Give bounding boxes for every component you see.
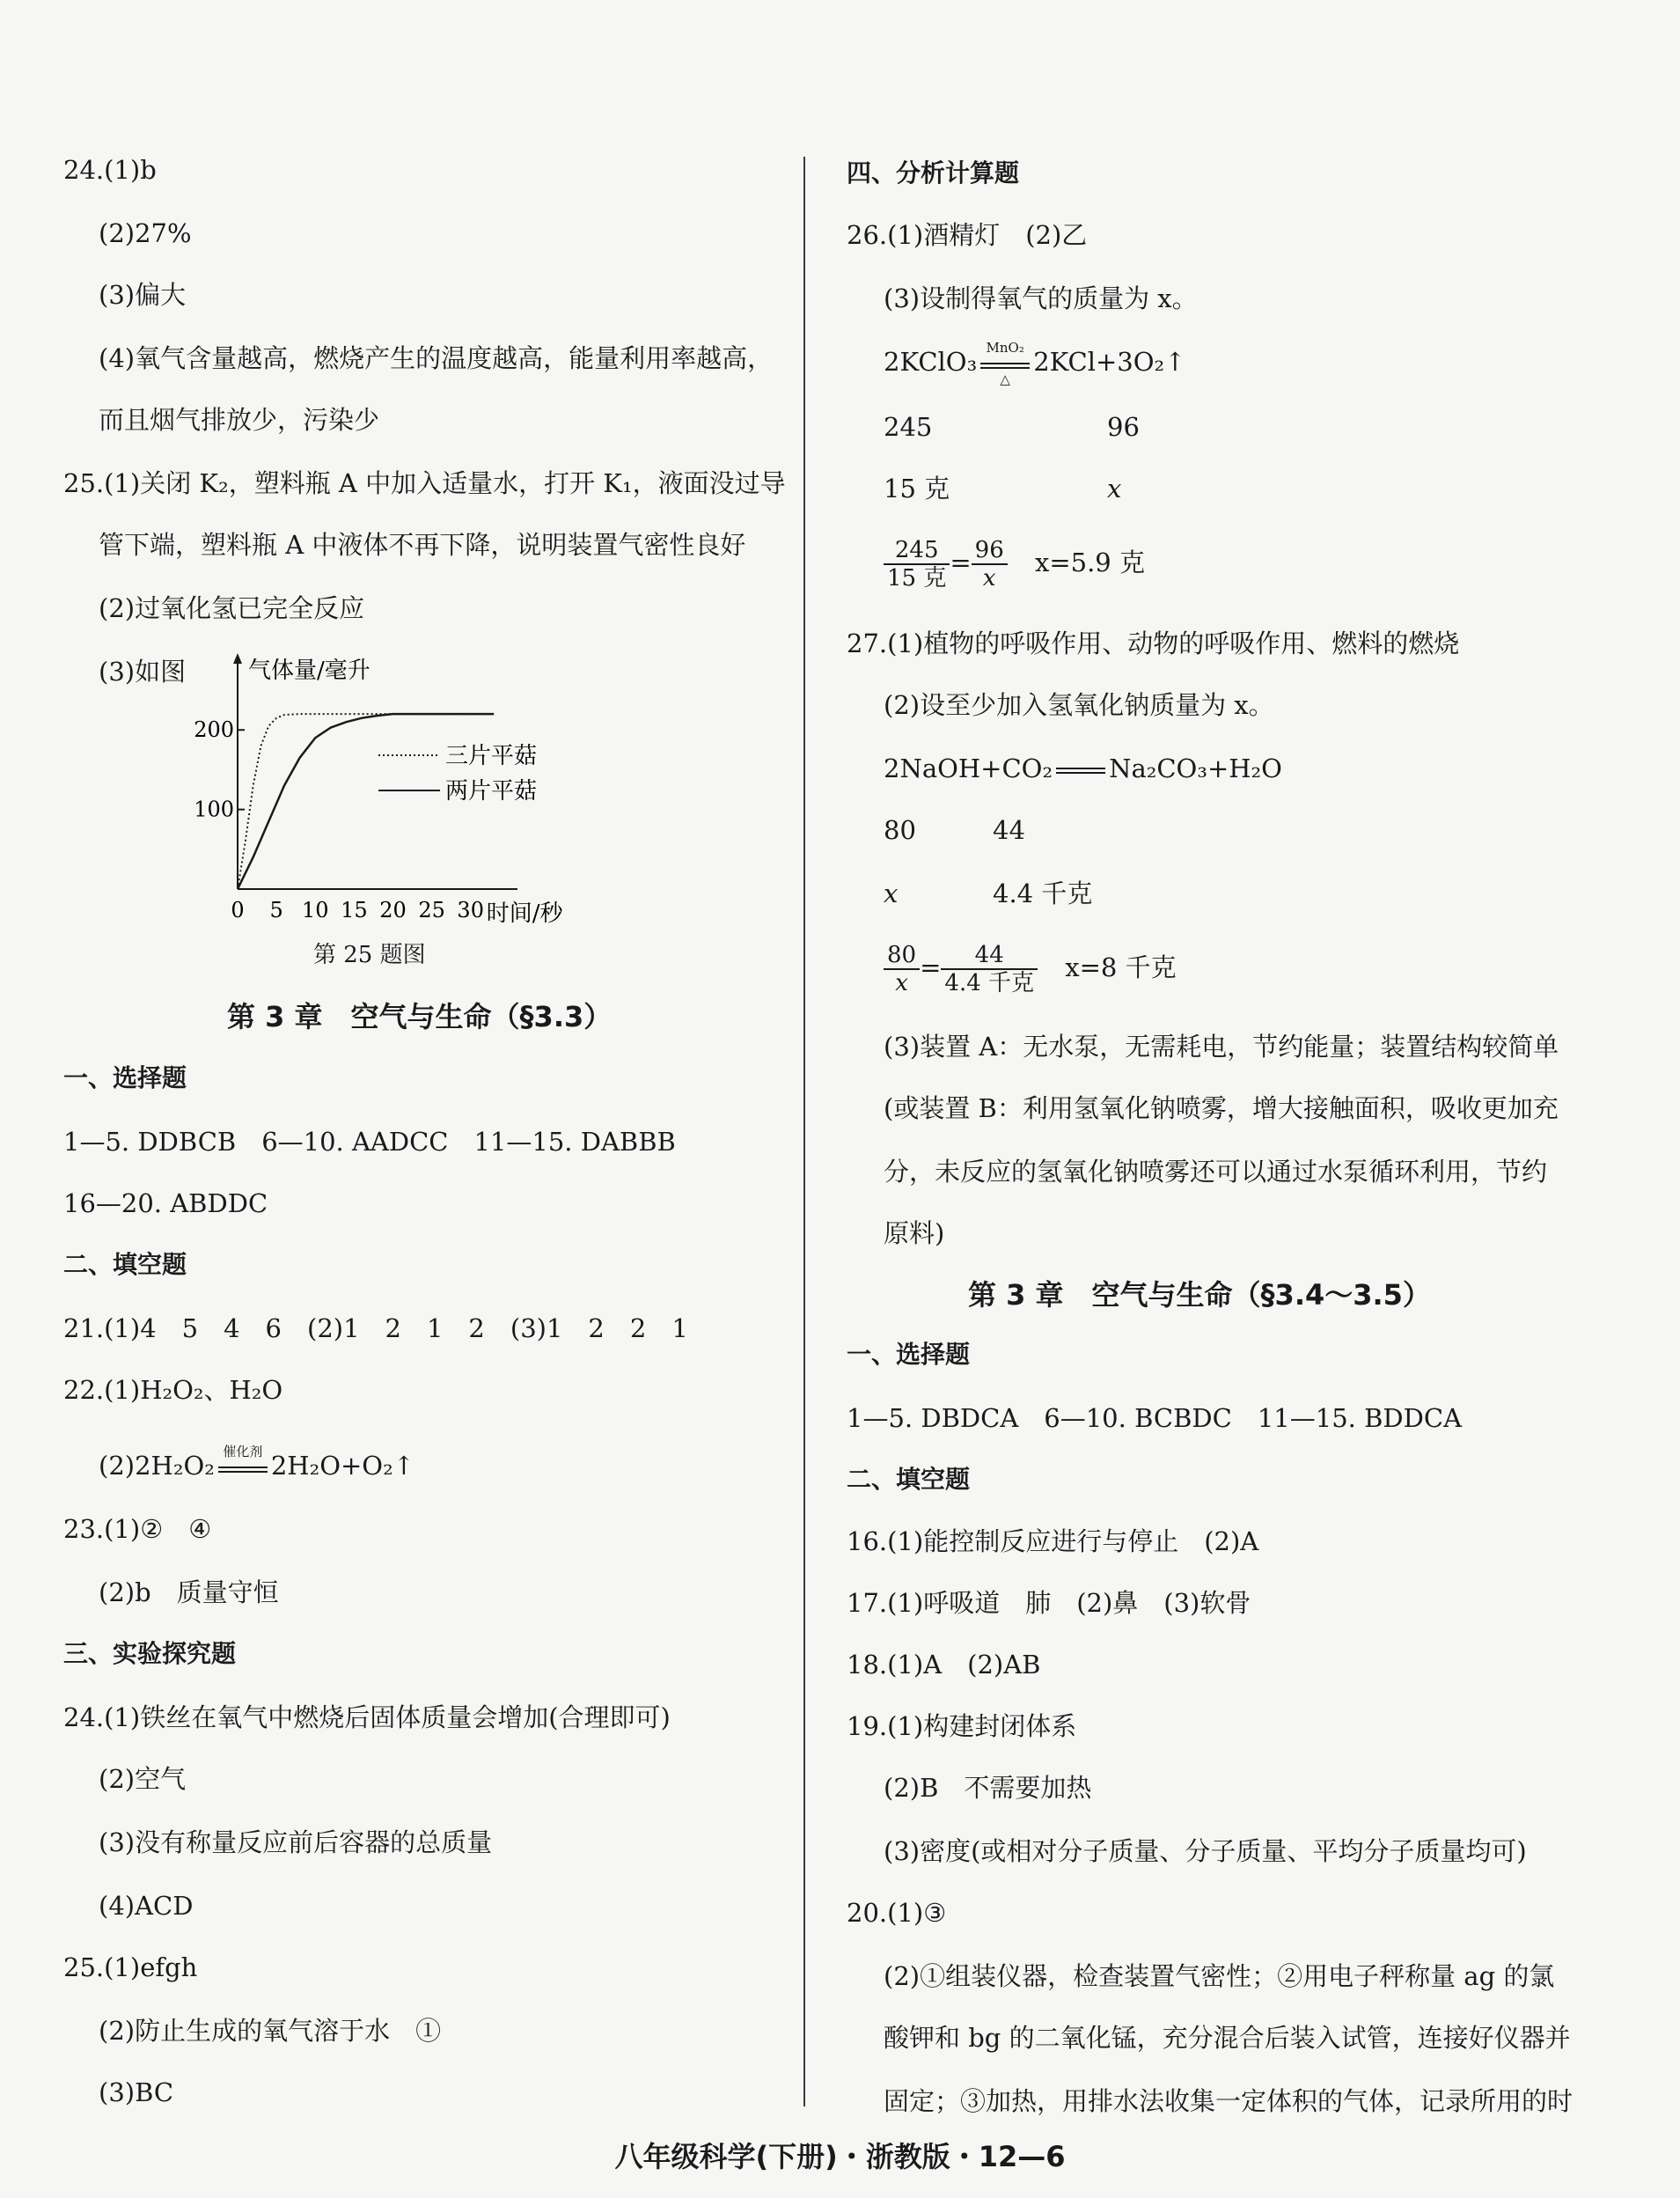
ratio-26: $\frac{245}{\text{15 克}}$ = $\frac{96}{x}$ x=5.9 克 — [884, 537, 1145, 592]
answer-27-2: (2)设至少加入氢氧化钠质量为 x。 — [884, 690, 1274, 720]
heat-symbol: △ — [1000, 371, 1010, 387]
section-calculation: 四、分析计算题 — [847, 158, 1020, 187]
answer-24-1: 24.(1)b — [63, 155, 157, 185]
equation-26 — [884, 340, 1186, 387]
answer-23-1: 23.(1)② ④ — [63, 1514, 212, 1544]
fraction-right: $\frac{96}{x}$ — [972, 537, 1008, 592]
answer-22-1: 22.(1)H₂O₂、H₂O — [63, 1375, 283, 1405]
answer-exp-24-2: (2)空气 — [99, 1764, 187, 1794]
equation-condition — [977, 340, 1033, 387]
answer-exp-24-1: 24.(1)铁丝在氧气中燃烧后固体质量会增加(合理即可) — [63, 1702, 671, 1732]
catalyst-label: MnO₂ — [986, 340, 1024, 356]
mass-unknown: x — [884, 878, 899, 908]
y-tick-label: 200 — [194, 717, 234, 743]
x-tick-label: 0 — [231, 898, 245, 923]
column-divider — [803, 157, 805, 2106]
equation-condition — [215, 1444, 271, 1482]
x-axis-label: 时间/秒 — [486, 901, 563, 924]
y-tick-label: 100 — [194, 797, 234, 822]
answer-exp-25-1: 25.(1)efgh — [63, 1952, 198, 1982]
answer-17: 17.(1)呼吸道 肺 (2)鼻 (3)软骨 — [847, 1588, 1251, 1618]
x-tick-label: 20 — [379, 898, 407, 923]
answer-21: 21.(1)4 5 4 6 (2)1 2 1 2 (3)1 2 2 1 — [63, 1313, 688, 1343]
x-tick-label: 30 — [457, 898, 484, 923]
molar-mass-1: 245 — [884, 412, 933, 442]
answer-19-1: 19.(1)构建封闭体系 — [847, 1711, 1077, 1741]
x-tick-label: 5 — [269, 898, 283, 923]
legend-label-2: 两片平菇 — [445, 778, 538, 805]
answer-18: 18.(1)A (2)AB — [847, 1650, 1041, 1680]
legend-label-1: 三片平菇 — [445, 743, 538, 769]
x-tick-label: 15 — [341, 898, 368, 923]
equation-product: Na₂CO₃+H₂O — [1109, 753, 1282, 783]
answer-25-1-cont: 管下端，塑料瓶 A 中液体不再下降，说明装置气密性良好 — [99, 530, 746, 560]
answer-exp-25-3: (3)BC — [99, 2077, 174, 2107]
answer-27-3-line1: (3)装置 A：无水泵，无需耗电，节约能量；装置结构较简单 — [884, 1032, 1559, 1062]
chapter-heading-3-4: 第 3 章 空气与生命（§3.4～3.5） — [968, 1278, 1431, 1312]
page-footer: 八年级科学(下册)・浙教版・12—6 — [614, 2140, 1066, 2173]
answer-23-2: (2)b 质量守恒 — [99, 1577, 279, 1607]
x-tick-label: 10 — [301, 898, 329, 923]
mass-given: 15 克 — [884, 474, 950, 504]
equation-product: 2H₂O+O₂↑ — [270, 1451, 414, 1481]
answer-20-2-line1: (2)①组装仪器，检查装置气密性；②用电子秤称量 ag 的氯 — [884, 1961, 1555, 1991]
answer-24-4: (4)氧气含量越高，燃烧产生的温度越高，能量利用率越高， — [99, 343, 774, 373]
molar-mass-1: 80 — [884, 815, 916, 845]
answer-24-3: (3)偏大 — [99, 280, 187, 310]
answer-27-3-line2: (或装置 B：利用氢氧化钠喷雾，增大接触面积，吸收更加充 — [884, 1093, 1559, 1123]
y-axis-arrow — [233, 653, 242, 664]
answer-24-4-cont: 而且烟气排放少，污染少 — [99, 405, 380, 435]
answer-27-3-line4: 原料) — [884, 1218, 945, 1248]
ratio-27: $\frac{80}{x}$ = $\frac{44}{\text{4.4 千克}}$ x=8 千克 — [884, 942, 1177, 996]
section-fill-blank: 二、填空题 — [63, 1250, 187, 1279]
answer-20-1: 20.(1)③ — [847, 1898, 947, 1928]
mc-answers-1: 1—5. DDBCB 6—10. AADCC 11—15. DABBB — [63, 1127, 676, 1157]
mc-answers-2: 16—20. ABDDC — [63, 1188, 268, 1218]
fraction-right: $\frac{44}{\text{4.4 千克}}$ — [941, 942, 1038, 996]
section-experiment: 三、实验探究题 — [63, 1639, 237, 1668]
answer-20-2-line3: 固定；③加热，用排水法收集一定体积的气体，记录所用的时 — [884, 2086, 1574, 2116]
fraction-left: $\frac{80}{x}$ — [884, 942, 920, 996]
answer-exp-24-3: (3)没有称量反应前后容器的总质量 — [99, 1827, 493, 1857]
answer-26-1: 26.(1)酒精灯 (2)乙 — [847, 220, 1088, 250]
equation-reactant: 2KClO₃ — [884, 347, 978, 377]
fraction-left: $\frac{245}{\text{15 克}}$ — [884, 537, 950, 592]
answer-exp-25-2: (2)防止生成的氧气溶于水 ① — [99, 2016, 442, 2046]
equation-27 — [884, 753, 1282, 783]
section-multiple-choice: 一、选择题 — [847, 1340, 971, 1369]
y-axis-label: 气体量/毫升 — [248, 658, 370, 684]
answer-19-3: (3)密度(或相对分子质量、分子质量、平均分子质量均可) — [884, 1836, 1527, 1866]
answer-27-1: 27.(1)植物的呼吸作用、动物的呼吸作用、燃料的燃烧 — [847, 629, 1460, 658]
answer-25-2: (2)过氧化氢已完全反应 — [99, 593, 365, 623]
answer-20-2-line2: 酸钾和 bg 的二氧化锰，充分混合后装入试管，连接好仪器并 — [884, 2023, 1571, 2053]
equation-reactant: 2NaOH+CO₂ — [884, 753, 1053, 783]
result-26: x=5.9 克 — [1034, 548, 1145, 577]
equation-product: 2KCl+3O₂↑ — [1033, 347, 1186, 377]
equation-reactant: (2)2H₂O₂ — [99, 1451, 215, 1481]
chapter-heading-3-3: 第 3 章 空气与生命（§3.3） — [227, 1000, 613, 1033]
answer-27-3-line3: 分，未反应的氢氧化钠喷雾还可以通过水泵循环利用，节约 — [884, 1157, 1548, 1187]
catalyst-label: 催化剂 — [223, 1444, 263, 1459]
answer-22-2-equation — [99, 1444, 414, 1482]
x-tick-label: 25 — [418, 898, 445, 923]
mass-unknown: x — [1107, 474, 1122, 504]
answer-16: 16.(1)能控制反应进行与停止 (2)A — [847, 1526, 1259, 1556]
molar-mass-2: 96 — [1107, 412, 1140, 442]
answer-24-2: (2)27% — [99, 218, 192, 248]
answer-26-3: (3)设制得氧气的质量为 x。 — [884, 283, 1198, 313]
result-27: x=8 千克 — [1065, 952, 1177, 982]
answer-exp-24-4: (4)ACD — [99, 1891, 194, 1921]
molar-mass-2: 44 — [993, 815, 1025, 845]
answer-19-2: (2)B 不需要加热 — [884, 1773, 1092, 1803]
mass-given: 4.4 千克 — [993, 878, 1093, 908]
mc-answers-1: 1—5. DBDCA 6—10. BCBDC 11—15. BDDCA — [847, 1403, 1463, 1433]
answer-25-3: (3)如图 — [99, 657, 187, 687]
section-multiple-choice: 一、选择题 — [63, 1063, 187, 1092]
chart-caption: 第 25 题图 — [313, 942, 426, 968]
gas-volume-chart — [185, 651, 563, 924]
answer-25-1: 25.(1)关闭 K₂，塑料瓶 A 中加入适量水，打开 K₁，液面没过导 — [63, 468, 786, 498]
section-fill-blank: 二、填空题 — [847, 1465, 971, 1494]
